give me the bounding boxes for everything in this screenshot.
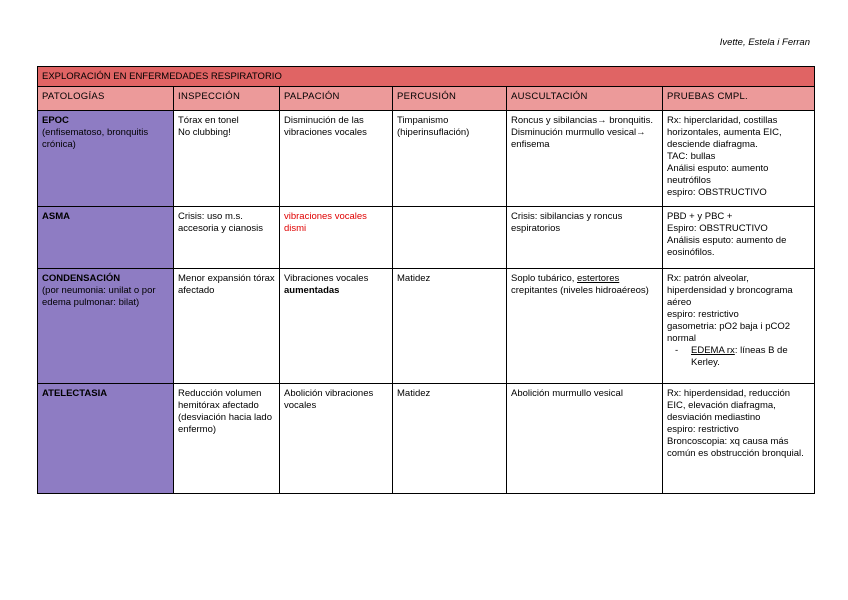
cell-line: PBD + y PBC + bbox=[667, 211, 733, 222]
pathology-cell bbox=[38, 207, 174, 269]
percusion-cell: Matidez bbox=[393, 384, 507, 494]
pruebas-cell bbox=[663, 384, 815, 494]
inspeccion-cell bbox=[174, 269, 280, 384]
cell-text-underlined: EDEMA rx bbox=[691, 345, 735, 356]
cell-text: Soplo tubárico, bbox=[511, 273, 575, 284]
cell-line: Tórax en tonel bbox=[178, 115, 239, 126]
cell-line: Análisi esputo: aumento neutrófilos bbox=[667, 163, 769, 186]
cell-line: Reducción volumen hemitórax afectado bbox=[178, 388, 262, 411]
cell-line: TAC: bullas bbox=[667, 151, 716, 162]
cell-line: Espiro: OBSTRUCTIVO bbox=[667, 223, 768, 234]
cell-line: Rx: patrón alveolar, hiperdensidad y broncograma aéreo bbox=[667, 273, 793, 308]
auscultacion-cell bbox=[507, 207, 663, 269]
header-palpacion: PALPACIÓN bbox=[280, 87, 393, 111]
bullet-dash: - bbox=[675, 345, 679, 356]
cell-line: Rx: hiperclaridad, costillas horizontales, aumenta EIC, desciende diafragma. bbox=[667, 115, 782, 150]
pathology-subtitle: (enfisematoso, bronquitis crónica) bbox=[42, 127, 149, 150]
inspeccion-cell bbox=[174, 207, 280, 269]
author-credit: Ivette, Estela i Ferran bbox=[719, 37, 810, 48]
table-row bbox=[38, 111, 815, 207]
cell-line: Broncoscopia: xq causa más común es obstrucción bronquial. bbox=[667, 436, 804, 459]
table-title: EXPLORACIÓN EN ENFERMEDADES RESPIRATORIO bbox=[38, 67, 815, 87]
cell-line: Crisis: sibilancias y roncus espiratorios bbox=[511, 211, 623, 234]
pruebas-cell bbox=[663, 269, 815, 384]
header-inspeccion: INSPECCIÓN bbox=[174, 87, 280, 111]
table-row bbox=[38, 269, 815, 384]
cell-line: Análisis esputo: aumento de eosinófilos. bbox=[667, 235, 787, 258]
cell-line: Menor expansión tórax afectado bbox=[178, 273, 275, 296]
pathology-name: EPOC bbox=[42, 115, 69, 126]
auscultacion-cell bbox=[507, 384, 663, 494]
cell-line: Roncus y sibilancias→ bronquitis. bbox=[511, 115, 654, 126]
cell-line: Crisis: uso m.s. accesoria y cianosis bbox=[178, 211, 264, 234]
inspeccion-cell bbox=[174, 384, 280, 494]
percusion-cell bbox=[393, 207, 507, 269]
header-patologias: PATOLOGÍAS bbox=[38, 87, 174, 111]
exploration-table bbox=[37, 66, 815, 494]
pruebas-cell bbox=[663, 207, 815, 269]
table-row bbox=[38, 384, 815, 494]
cell-line: gasometria: pO2 baja i pCO2 normal bbox=[667, 321, 791, 344]
auscultacion-cell bbox=[507, 269, 663, 384]
inspeccion-cell bbox=[174, 111, 280, 207]
cell-line: (desviación hacia lado enfermo) bbox=[178, 412, 273, 435]
cell-line: Abolición murmullo vesical bbox=[511, 388, 623, 399]
pathology-cell bbox=[38, 384, 174, 494]
pruebas-cell bbox=[663, 111, 815, 207]
auscultacion-cell bbox=[507, 111, 663, 207]
cell-line: No clubbing! bbox=[178, 127, 231, 138]
percusion-cell: Timpanismo (hiperinsuflación) bbox=[393, 111, 507, 207]
header-percusion: PERCUSIÓN bbox=[393, 87, 507, 111]
palpacion-cell: vibraciones vocales dismi bbox=[280, 207, 393, 269]
pathology-name: ASMA bbox=[42, 211, 70, 222]
cell-line: espiro: restrictivo bbox=[667, 424, 739, 435]
pathology-name: ATELECTASIA bbox=[42, 388, 108, 399]
cell-line: Vibraciones vocales bbox=[284, 273, 369, 284]
cell-text: crepitantes (niveles hidroaéreos) bbox=[511, 285, 649, 296]
header-pruebas: PRUEBAS CMPL. bbox=[663, 87, 815, 111]
pathology-name: CONDENSACIÓN bbox=[42, 273, 121, 284]
cell-line: espiro: restrictivo bbox=[667, 309, 739, 320]
header-auscultacion: AUSCULTACIÓN bbox=[507, 87, 663, 111]
palpacion-cell: Disminución de las vibraciones vocales bbox=[280, 111, 393, 207]
palpacion-cell bbox=[280, 269, 393, 384]
cell-text-underlined: estertores bbox=[577, 273, 620, 284]
cell-line: espiro: OBSTRUCTIVO bbox=[667, 187, 767, 198]
pathology-subtitle: (por neumonia: unilat o por edema pulmonar: bilat) bbox=[42, 285, 156, 308]
pathology-cell bbox=[38, 269, 174, 384]
table-row bbox=[38, 207, 815, 269]
cell-line: Rx: hiperdensidad, reducción EIC, elevación diafragma, desviación mediastino bbox=[667, 388, 791, 423]
cell-line-bold: aumentadas bbox=[284, 285, 340, 296]
cell-line: Disminución murmullo vesical→ enfisema bbox=[511, 127, 646, 150]
edema-bullet bbox=[667, 345, 810, 369]
palpacion-cell: Abolición vibraciones vocales bbox=[280, 384, 393, 494]
cell-text: : líneas B de Kerley. bbox=[691, 345, 788, 368]
pathology-cell bbox=[38, 111, 174, 207]
percusion-cell: Matidez bbox=[393, 269, 507, 384]
